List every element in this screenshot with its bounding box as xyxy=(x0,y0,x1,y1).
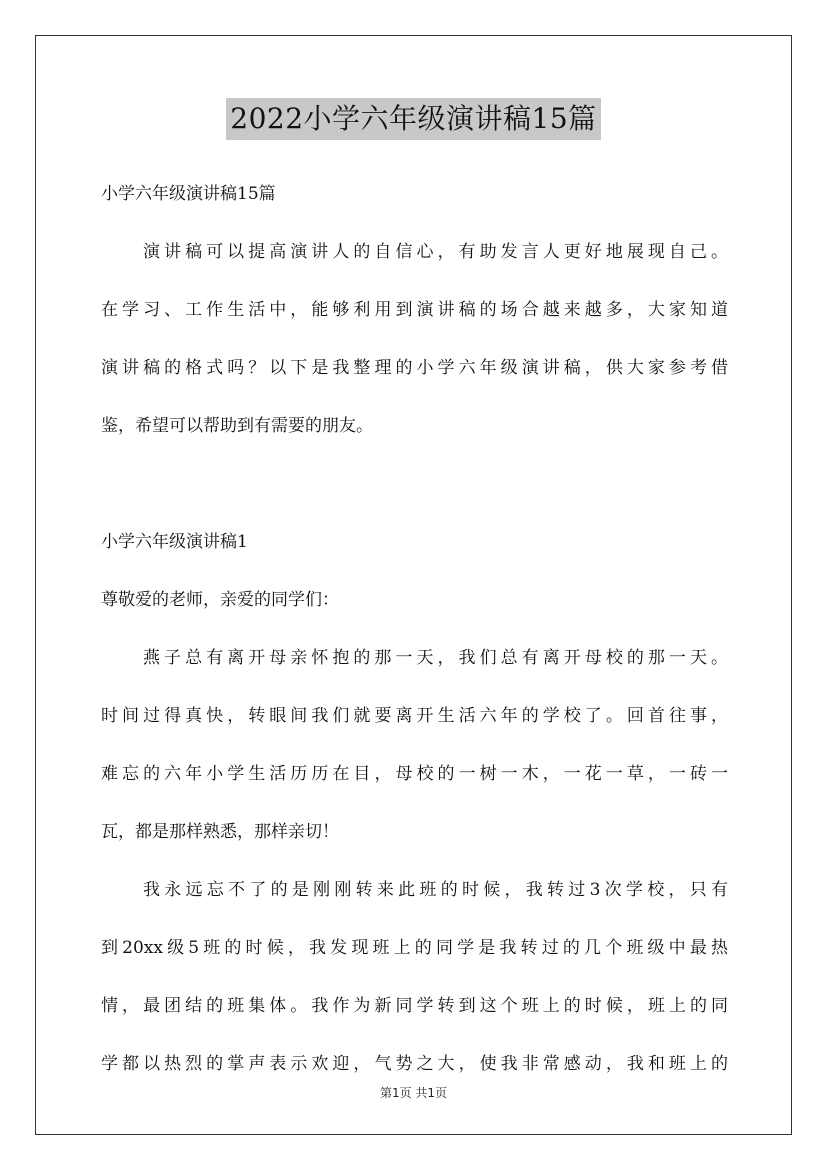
document-title: 2022小学六年级演讲稿15篇 xyxy=(226,98,600,140)
para2-line: 我永远忘不了的是刚刚转来此班的时候，我转过3次学校，只有 xyxy=(143,880,728,900)
intro-line: 鉴，希望可以帮助到有需要的朋友。 xyxy=(101,416,373,436)
para2-line: 到20xx级5班的时候，我发现班上的同学是我转过的几个班级中最热 xyxy=(101,938,728,958)
paragraph-gap xyxy=(101,455,728,513)
para1-line: 瓦，都是那样熟悉，那样亲切！ xyxy=(101,822,339,842)
title-container xyxy=(0,98,827,140)
intro-line: 演讲稿的格式吗？以下是我整理的小学六年级演讲稿，供大家参考借 xyxy=(101,358,728,378)
salutation: 尊敬爱的老师，亲爱的同学们： xyxy=(101,590,339,610)
section-heading: 小学六年级演讲稿1 xyxy=(101,532,248,552)
document-body xyxy=(101,165,728,1093)
para1-line: 时间过得真快，转眼间我们就要离开生活六年的学校了。回首往事， xyxy=(101,706,728,726)
page-footer xyxy=(0,1084,827,1101)
para2-line: 情，最团结的班集体。我作为新同学转到这个班上的时候，班上的同 xyxy=(101,996,728,1016)
para1-line: 难忘的六年小学生活历历在目，母校的一树一木，一花一草，一砖一 xyxy=(101,764,728,784)
page-number: 第1页 共1页 xyxy=(379,1086,448,1100)
para2-line: 学都以热烈的掌声表示欢迎，气势之大，使我非常感动，我和班上的 xyxy=(101,1054,728,1074)
document-subtitle: 小学六年级演讲稿15篇 xyxy=(101,184,276,204)
para1-line: 燕子总有离开母亲怀抱的那一天，我们总有离开母校的那一天。 xyxy=(143,648,728,668)
intro-line: 在学习、工作生活中，能够利用到演讲稿的场合越来越多，大家知道 xyxy=(101,300,728,320)
intro-line: 演讲稿可以提高演讲人的自信心，有助发言人更好地展现自己。 xyxy=(143,242,728,262)
